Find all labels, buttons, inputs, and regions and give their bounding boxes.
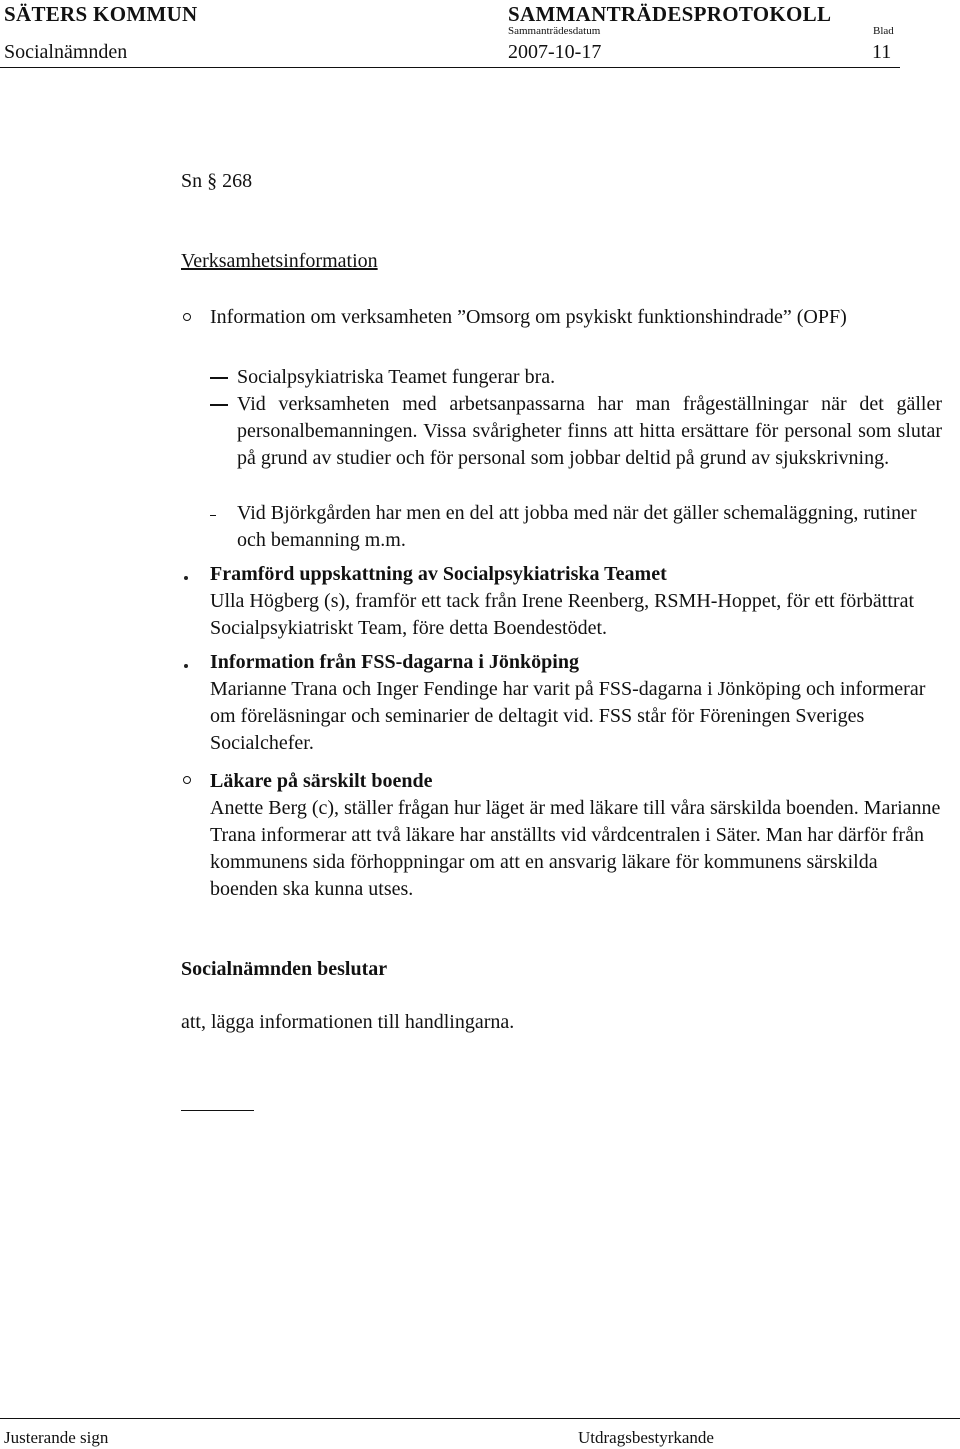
dot-bullet-icon <box>184 576 188 580</box>
justerande-sign-label: Justerande sign <box>4 1428 109 1447</box>
document-type: SAMMANTRÄDESPROTOKOLL <box>508 2 832 26</box>
item-heading: Information om verksamheten ”Omsorg om psykiskt funktionshindrade” (OPF) <box>210 306 847 328</box>
item-heading: Läkare på särskilt boende <box>210 770 433 792</box>
dot-bullet-icon <box>184 664 188 668</box>
item-heading: Information från FSS-dagarna i Jönköping <box>210 651 579 673</box>
committee-name: Socialnämnden <box>4 41 128 63</box>
dash-bullet-icon <box>210 404 228 406</box>
section-title: Verksamhetsinformation <box>181 250 378 272</box>
end-rule <box>181 1110 254 1111</box>
footer-rule <box>0 1418 960 1419</box>
page-number: 11 <box>872 41 892 63</box>
decision-text: att, lägga informationen till handlingarna. <box>181 1011 515 1033</box>
dash-bullet-icon <box>210 515 216 516</box>
item-heading: Framförd uppskattning av Socialpsykiatriska Teamet <box>210 563 667 585</box>
item-body: Anette Berg (c), ställer frågan hur läget är med läkare till våra särskilda boenden. Marianne Trana informerar att två läkare har anställts vid vårdcentralen i Säter. Man har därför från kommunens sida förhoppningar om att en ansvarig läkare för kommunens särskilda boenden ska kunna utses. <box>210 797 941 900</box>
subpoint-text: Vid Björkgården har men en del att jobba med när det gäller schemaläggning, rutiner och bemanning m.m. <box>237 502 917 551</box>
org-name: SÄTERS KOMMUN <box>4 2 198 26</box>
header-rule <box>0 67 900 68</box>
item-body: Marianne Trana och Inger Fendinge har varit på FSS-dagarna i Jönköping och informerar om föreläsningar och seminarier de deltagit vid. FSS står för Föreningen Sveriges Socialchefer. <box>210 678 926 754</box>
paragraph-number: Sn § 268 <box>181 170 253 192</box>
meeting-date: 2007-10-17 <box>508 41 602 63</box>
decision-title: Socialnämnden beslutar <box>181 958 388 980</box>
subpoint-text: Vid verksamheten med arbetsanpassarna har man frågeställningar när det gäller personalbemanningen. Vissa svårigheter finns att hitta ersättare för personal som slutar på grund av studier och för personal som jobbar deltid på grund av sjukskrivning. <box>237 393 942 469</box>
subpoint-text: Socialpsykiatriska Teamet fungerar bra. <box>237 366 556 388</box>
ring-bullet-icon <box>183 313 191 321</box>
utdragsbestyrkande-label: Utdragsbestyrkande <box>578 1428 714 1447</box>
date-label: Sammanträdesdatum <box>508 25 601 37</box>
item-body: Ulla Högberg (s), framför ett tack från Irene Reenberg, RSMH-Hoppet, för ett förbättrat Socialpsykiatriskt Team, före detta Boendestödet. <box>210 590 915 639</box>
ring-bullet-icon <box>183 776 191 784</box>
dash-bullet-icon <box>210 377 228 379</box>
page-label: Blad <box>873 25 894 37</box>
